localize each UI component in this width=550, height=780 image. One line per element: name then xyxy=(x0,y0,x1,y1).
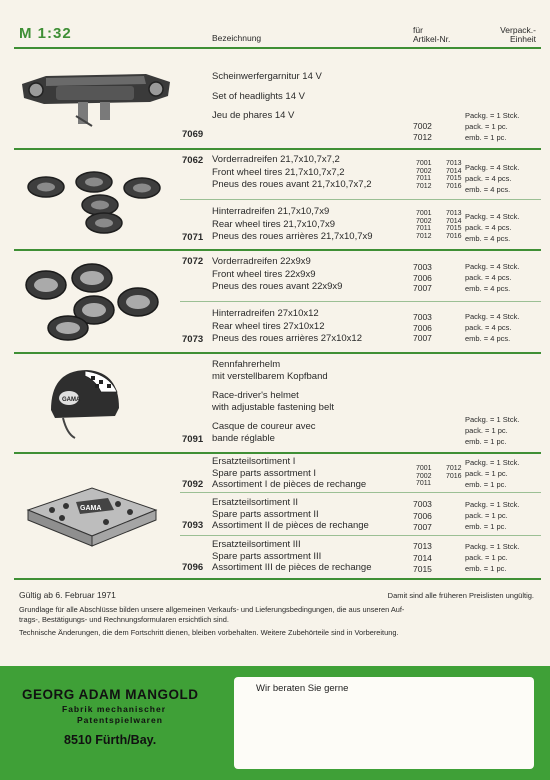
item-description: Rennfahrerhelm mit verstellbarem Kopfband Race-driver's helmet with adjustable fastening belt Casque de coureur avec bande réglable xyxy=(212,359,334,444)
reference-numbers: 7001 7002 7011 7012 xyxy=(416,160,432,191)
article-number: 7062 xyxy=(182,155,204,166)
front-tires-image xyxy=(20,160,170,240)
row-divider xyxy=(180,535,541,536)
company-city: 8510 Fürth/Bay. xyxy=(64,733,157,747)
gama-logo: GAMA xyxy=(80,505,102,512)
company-line-1: Fabrik mechanischer xyxy=(62,704,167,714)
item-description: Ersatzteilsortiment II Spare parts assortment II Assortiment II de pièces de rechange xyxy=(212,497,369,531)
reference-numbers: 7012 7016 xyxy=(446,465,462,480)
section-divider xyxy=(14,249,541,251)
reference-numbers: 7013 7014 7015 7016 xyxy=(446,210,462,241)
reference-numbers: 7013 7014 7015 xyxy=(413,541,432,574)
gama-logo: GAMA xyxy=(62,397,81,403)
item-description: Scheinwerfergarnitur 14 V Set of headlights 14 V Jeu de phares 14 V xyxy=(212,71,322,121)
terms-text: Grundlage für alle Abschlüsse bilden unsere allgemeinen Verkaufs- und Lieferungsbedingungen, die aus unseren Auf- trags-, Bestätigungs- und Rechnungsformularen ersichtlich sind. xyxy=(19,605,405,624)
reference-numbers: 7003 7006 7007 xyxy=(413,312,432,343)
reference-numbers: 7003 7006 7007 xyxy=(413,262,432,293)
packing-unit: Packg. = 1 Stck. pack. = 1 pc. emb. = 1 pc. xyxy=(465,111,520,142)
article-number: 7092 xyxy=(182,479,204,490)
packing-unit: Packg. = 4 Stck. pack. = 4 pcs. emb. = 4 pcs. xyxy=(465,312,520,343)
packing-unit: Packg. = 1 Stck. pack. = 1 pc. emb. = 1 pc. xyxy=(465,500,520,531)
section-divider xyxy=(14,148,541,150)
packing-unit: Packg. = 1 Stck. pack. = 1 pc. emb. = 1 pc. xyxy=(465,415,520,446)
article-number: 7071 xyxy=(182,232,204,243)
packing-unit: Packg. = 1 Stck. pack. = 1 pc. emb. = 1 pc. xyxy=(465,458,520,489)
article-number: 7093 xyxy=(182,520,204,531)
article-number: 7069 xyxy=(182,129,204,140)
headlight-set-image xyxy=(16,62,176,130)
section-divider xyxy=(14,352,541,354)
item-description: Vorderradreifen 22x9x9 Front wheel tires 22x9x9 Pneus des roues avant 22x9x9 xyxy=(212,256,343,292)
section-divider xyxy=(14,47,541,49)
article-number: 7091 xyxy=(182,434,204,445)
item-description: Hinterradreifen 27x10x12 Rear wheel tires 27x10x12 Pneus des roues arrières 27x10x12 xyxy=(212,308,362,344)
section-divider xyxy=(14,578,541,580)
item-description: Vorderradreifen 21,7x10,7x7,2 Front wheel tires 21,7x10,7x7,2 Pneus des roues avant 21,7x10,7x7,2 xyxy=(212,154,372,190)
price-list-note: Damit sind alle früheren Preislisten ungültig. xyxy=(387,591,534,600)
technical-note: Technische Änderungen, die dem Fortschritt dienen, bleiben vorbehalten. Weitere Zubehörteile sind in Vorbereitung. xyxy=(19,628,399,637)
company-name: GEORG ADAM MANGOLD xyxy=(22,687,199,702)
dealer-box-text: Wir beraten Sie gerne xyxy=(256,683,349,694)
reference-numbers: 7003 7006 7007 xyxy=(413,499,432,532)
reference-numbers: 7002 7012 xyxy=(413,121,432,142)
dealer-stamp-box xyxy=(234,677,534,769)
article-number: 7096 xyxy=(182,562,204,573)
section-divider xyxy=(14,452,541,454)
item-description: Ersatzteilsortiment I Spare parts assortment I Assortiment I de pièces de rechange xyxy=(212,456,367,490)
article-number: 7073 xyxy=(182,334,204,345)
validity-date: Gültig ab 6. Februar 1971 xyxy=(19,590,116,600)
row-divider xyxy=(180,492,541,493)
packing-unit: Packg. = 4 Stck. pack. = 4 pcs. emb. = 4 pcs. xyxy=(465,262,520,293)
packing-unit: Packg. = 4 Stck. pack. = 4 pcs. emb. = 4 pcs. xyxy=(465,163,520,194)
reference-numbers: 7013 7014 7015 7016 xyxy=(446,160,462,191)
row-divider xyxy=(180,199,541,200)
row-divider xyxy=(180,301,541,302)
item-description: Hinterradreifen 21,7x10,7x9 Rear wheel tires 21,7x10,7x9 Pneus des roues arrières 21,7x10,7x9 xyxy=(212,206,373,242)
scale-label: M 1:32 xyxy=(19,25,72,42)
reference-numbers: 7001 7002 7011 xyxy=(416,465,432,488)
column-header-description: Bezeichnung xyxy=(212,33,262,43)
packing-unit: Packg. = 4 Stck. pack. = 4 pcs. emb. = 4 pcs. xyxy=(465,212,520,243)
company-line-2: Patentspielwaren xyxy=(77,715,163,725)
spare-parts-assortment-image xyxy=(22,480,162,552)
article-number: 7072 xyxy=(182,256,204,267)
rear-tires-image xyxy=(20,258,170,344)
reference-numbers: 7001 7002 7011 7012 xyxy=(416,210,432,241)
packing-unit: Packg. = 1 Stck. pack. = 1 pc. emb. = 1 pc. xyxy=(465,542,520,573)
column-header-article: für Artikel-Nr. xyxy=(413,25,451,44)
column-header-packing: Verpack.- Einheit xyxy=(500,25,536,44)
racing-helmet-image xyxy=(45,362,125,442)
item-description: Ersatzteilsortiment III Spare parts assortment III Assortiment III de pièces de rechange xyxy=(212,539,372,573)
